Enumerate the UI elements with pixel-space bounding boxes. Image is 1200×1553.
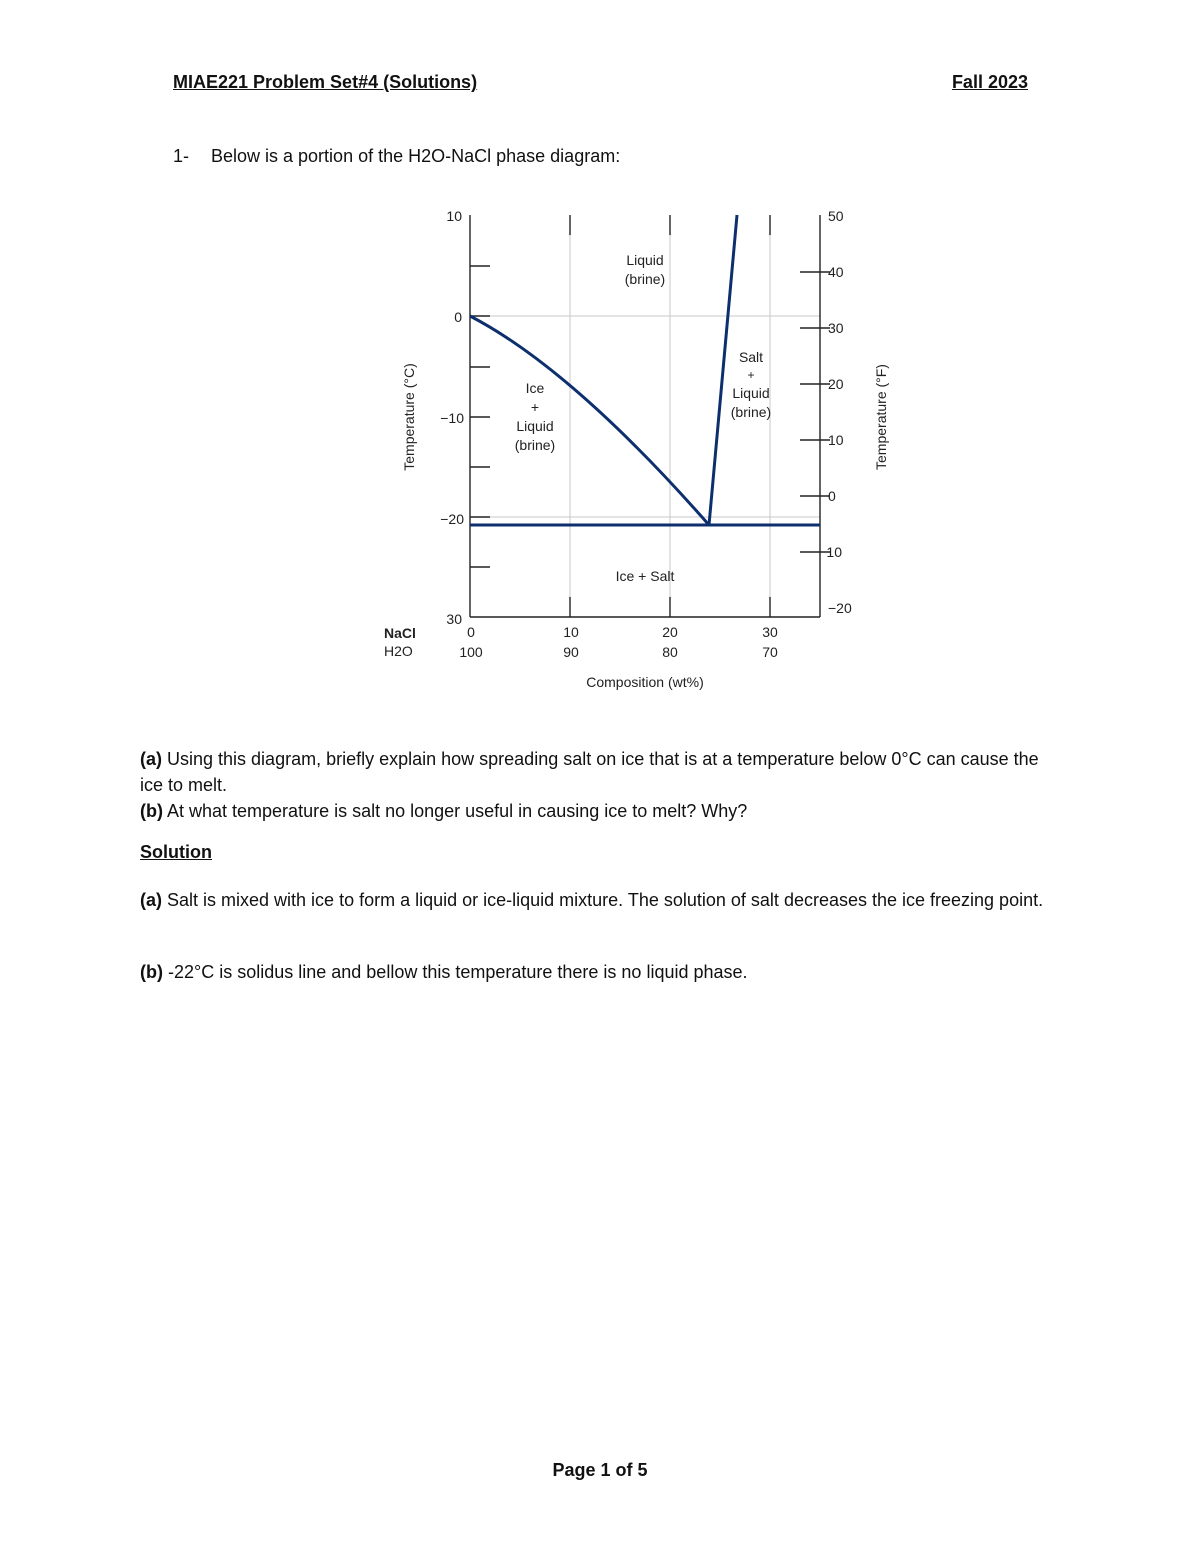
x-row1-tick-label: 30 (762, 624, 778, 640)
left-tick-label: 10 (446, 208, 462, 224)
region-salt-liquid-label: (brine) (730, 404, 772, 420)
region-ice-salt-label: Ice + Salt (615, 568, 675, 584)
part-a-text: Using this diagram, briefly explain how spreading salt on ice that is at a temperature below 0°C can cause the ice to melt. (140, 749, 1039, 795)
region-ice-liquid-label: Ice (525, 380, 545, 396)
x-row2-tick-label: 90 (563, 644, 579, 660)
x-row2-tick-label: 70 (762, 644, 778, 660)
question-text: Below is a portion of the H2O-NaCl phase diagram: (211, 146, 621, 166)
x-row2-tick-label: 80 (662, 644, 678, 660)
region-ice-liquid-label: Liquid (516, 418, 554, 434)
solution-a-text: Salt is mixed with ice to form a liquid or ice-liquid mixture. The solution of salt decreases the ice freezing point. (167, 890, 1044, 910)
left-tick-label: 0 (454, 309, 462, 325)
left-tick-label: −10 (440, 410, 464, 426)
liquidus-ice-curve (470, 316, 709, 525)
right-tick-label: 0 (828, 488, 836, 504)
right-tick-label: −20 (828, 600, 852, 616)
part-a-question (140, 746, 1060, 798)
x-axis-label: Composition (wt%) (586, 674, 704, 690)
x-row1-tick-label: 0 (467, 624, 475, 640)
document-title: MIAE221 Problem Set#4 (Solutions) (173, 72, 478, 92)
right-tick-label: 40 (828, 264, 844, 280)
right-tick-label: 10 (826, 544, 842, 560)
region-ice-liquid-label: (brine) (514, 437, 556, 453)
solution-a-label: (a) (140, 890, 162, 910)
question-number: 1- (173, 146, 190, 166)
left-tick-label: 30 (446, 611, 462, 627)
right-tick-label: 30 (828, 320, 844, 336)
x-row1-label: NaCl (384, 625, 416, 641)
liquidus-salt-line (709, 215, 737, 525)
question-1 (173, 146, 620, 167)
region-salt-liquid-label: Liquid (732, 385, 770, 401)
solution-a (140, 886, 1060, 914)
region-liquid-label: (brine) (624, 271, 666, 287)
x-row1-tick-label: 10 (563, 624, 579, 640)
x-row2-label: H2O (384, 643, 413, 659)
part-a-label: (a) (140, 749, 162, 769)
phase-diagram (372, 197, 889, 707)
left-tick-label: −20 (440, 511, 464, 527)
solution-heading: Solution (140, 842, 212, 862)
right-axis-label: Temperature (°F) (873, 364, 889, 470)
part-b-label: (b) (140, 801, 163, 821)
solution-b-label: (b) (140, 962, 163, 982)
x-row2-tick-label: 100 (459, 644, 483, 660)
region-salt-liquid-label: Salt (738, 349, 764, 365)
right-tick-label: 20 (828, 376, 844, 392)
term-label: Fall 2023 (951, 72, 1028, 92)
x-row1-tick-label: 20 (662, 624, 678, 640)
right-tick-label: 50 (828, 208, 844, 224)
part-b-text: At what temperature is salt no longer useful in causing ice to melt? Why? (167, 801, 748, 821)
solution-b-text: -22°C is solidus line and bellow this temperature there is no liquid phase. (168, 962, 748, 982)
region-ice-liquid-label: + (530, 399, 540, 415)
left-axis-label: Temperature (°C) (401, 363, 417, 471)
region-liquid-label: Liquid (626, 252, 664, 268)
solution-b (140, 959, 1060, 985)
page-number: Page 1 of 5 (552, 1460, 648, 1480)
part-b-question (140, 798, 1060, 824)
right-tick-label: 10 (828, 432, 844, 448)
region-salt-liquid-label: + (747, 368, 755, 382)
